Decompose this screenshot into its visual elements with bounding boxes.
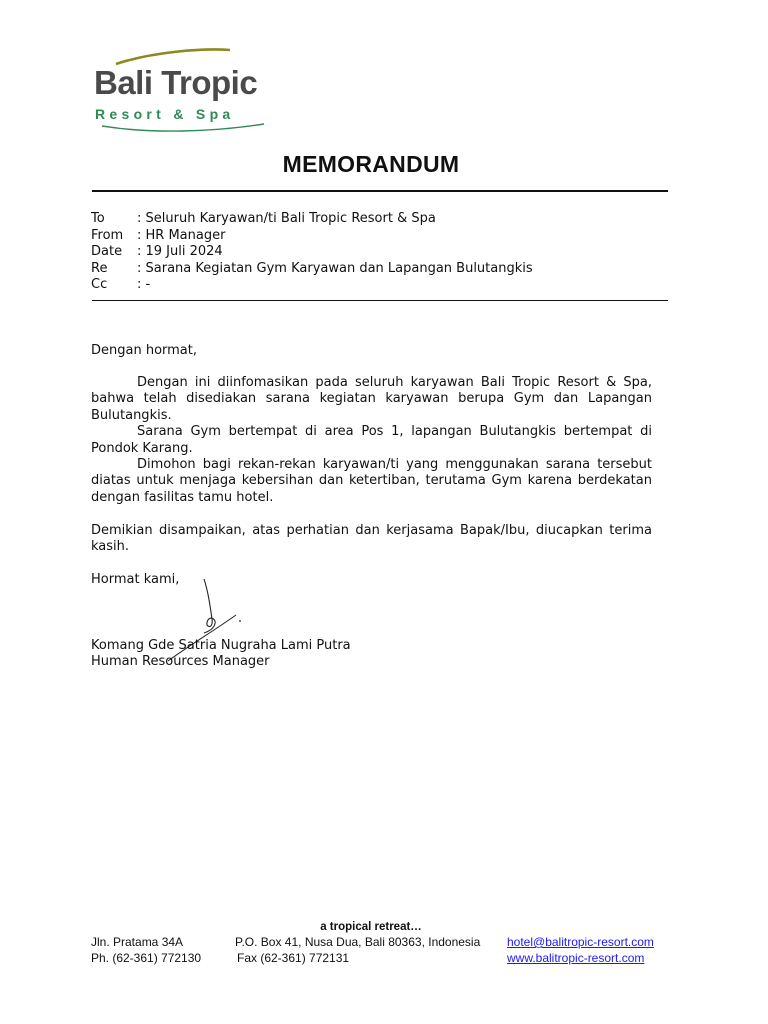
signatory-position: Human Resources Manager	[91, 654, 270, 670]
greeting: Dengan hormat,	[91, 343, 198, 358]
meta-key: Re	[91, 260, 108, 276]
meta-row-from	[91, 228, 533, 245]
meta-row-to	[91, 211, 533, 228]
footer-address: Jln. Pratama 34A	[91, 935, 184, 949]
meta-row-cc	[91, 277, 533, 294]
memo-body	[91, 375, 652, 506]
footer-address-block	[91, 935, 201, 966]
memo-header-fields	[91, 211, 533, 294]
meta-value: : HR Manager	[137, 227, 226, 243]
closing-paragraph: Demikian disampaikan, atas perhatian dan kerjasama Bapak/Ibu, diucapkan terima kasih.	[91, 523, 652, 555]
meta-key: To	[91, 211, 105, 226]
meta-value: : 19 Juli 2024	[137, 244, 223, 260]
meta-row-re	[91, 261, 533, 278]
footer-email-link[interactable]: hotel@balitropic-resort.com	[507, 935, 654, 949]
body-paragraph: Dimohon bagi rekan-rekan karyawan/ti yang menggunakan sarana tersebut diatas untuk menjaga kebersihan dan ketertiban, terutama Gym karena berdekatan dengan fasilitas tamu hotel.	[91, 457, 652, 505]
footer-tagline: a tropical retreat…	[320, 921, 422, 933]
body-paragraph: Dengan ini diinfomasikan pada seluruh karyawan Bali Tropic Resort & Spa, bahwa telah disediakan sarana kegiatan karyawan berupa Gym dan Lapangan Bulutangkis.	[91, 375, 652, 423]
meta-key: From	[91, 227, 124, 243]
header-divider	[92, 300, 668, 301]
title-divider	[92, 190, 668, 192]
footer-pobox-block	[235, 935, 480, 966]
footer-phone: Ph. (62-361) 772130	[91, 950, 202, 965]
memo-title: MEMORANDUM	[282, 151, 460, 177]
regards: Hormat kami,	[91, 572, 180, 587]
footer-website-link[interactable]: www.balitropic-resort.com	[507, 950, 645, 965]
signatory-name: Komang Gde Satria Nugraha Lami Putra	[91, 638, 351, 653]
meta-value: : Sarana Kegiatan Gym Karyawan dan Lapangan Bulutangkis	[137, 260, 533, 276]
logo-name: Bali Tropic	[94, 64, 258, 101]
meta-row-date	[91, 244, 533, 261]
footer-fax: Fax (62-361) 772131	[237, 950, 350, 965]
body-paragraph: Sarana Gym bertempat di area Pos 1, lapangan Bulutangkis bertempat di Pondok Karang.	[91, 424, 652, 456]
meta-key: Cc	[91, 277, 108, 293]
meta-value: : Seluruh Karyawan/ti Bali Tropic Resort & Spa	[137, 211, 436, 226]
meta-value: : -	[137, 277, 151, 293]
logo-subtitle: Resort & Spa	[95, 106, 235, 122]
footer-pobox: P.O. Box 41, Nusa Dua, Bali 80363, Indonesia	[235, 935, 481, 949]
company-logo	[92, 44, 272, 136]
meta-key: Date	[91, 244, 123, 260]
signatory-block	[91, 638, 351, 671]
footer-contact-block	[507, 935, 654, 966]
